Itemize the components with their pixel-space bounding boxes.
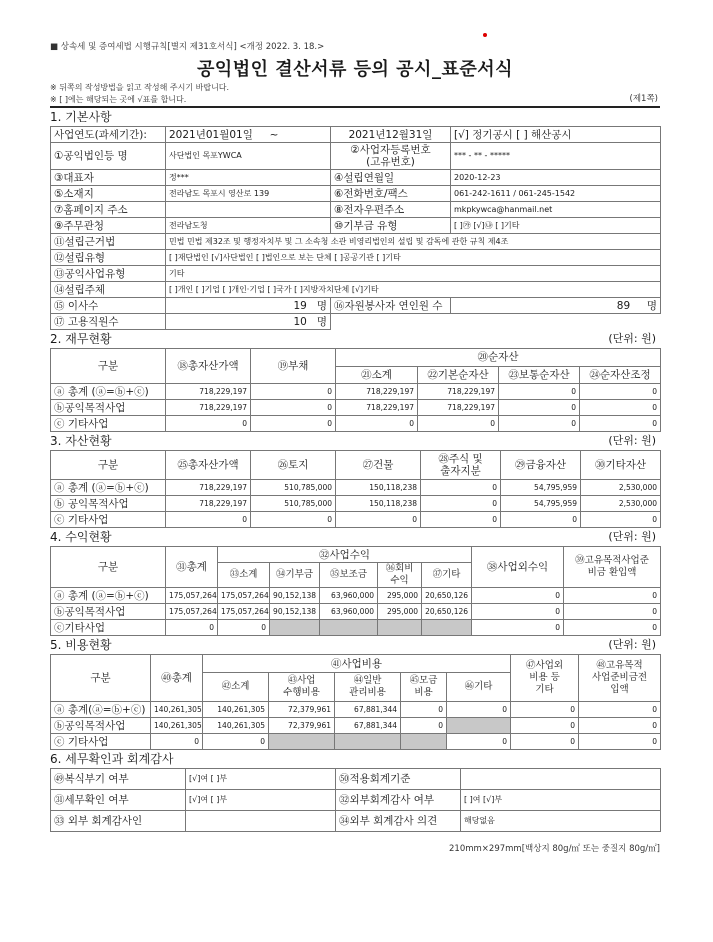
- page-number: (제1쪽): [629, 94, 658, 104]
- fin-normal-header: ㉓보통순자산: [499, 366, 580, 384]
- revenue-table: [50, 546, 661, 636]
- assets-other-header: ㉚기타자산: [581, 451, 661, 480]
- table-row: [51, 512, 661, 528]
- fin-net-assets-header: ⑳순자산: [336, 349, 661, 367]
- cell: 0: [218, 620, 270, 636]
- rev-fee-header: ㊱회비 수익: [378, 563, 422, 588]
- table-row: [51, 604, 661, 620]
- cell: 0: [579, 734, 661, 750]
- org-name-value: 사단법인 목포YWCA: [166, 143, 331, 170]
- cell: 0: [472, 620, 564, 636]
- cell: 295,000: [378, 588, 422, 604]
- cell: 150,118,238: [336, 496, 421, 512]
- cell: 0: [511, 734, 579, 750]
- rev-reserve-header: ㊴고유목적사업준 비금 환입액: [564, 547, 661, 588]
- fiscal-year-start: 2021년01월01일: [169, 128, 253, 141]
- cell: 718,229,197: [166, 400, 251, 416]
- employees-value: 10: [293, 315, 307, 328]
- audit-opinion-value: 해당없음: [461, 811, 661, 832]
- homepage-value: [166, 202, 331, 218]
- bookkeeping-value: [√]여 [ ]부: [186, 769, 336, 790]
- representative-label: ③대표자: [51, 170, 166, 186]
- cell: 175,057,264: [166, 588, 218, 604]
- cell: 20,650,126: [422, 588, 472, 604]
- cell: 67,881,344: [335, 718, 401, 734]
- row-label: ⓑ공익목적사업: [51, 718, 151, 734]
- authority-label: ⑨주무관청: [51, 218, 166, 234]
- cell: 63,960,000: [320, 588, 378, 604]
- homepage-label: ⑦홈페이지 주소: [51, 202, 166, 218]
- cell: 0: [251, 384, 336, 400]
- cell: 510,785,000: [251, 480, 336, 496]
- business-type-label: ⑬공익사업유형: [51, 266, 166, 282]
- cell: 0: [472, 588, 564, 604]
- cell: 0: [336, 512, 421, 528]
- exp-operation-header: ㊸사업 수행비용: [269, 673, 335, 702]
- cell: 718,229,197: [166, 496, 251, 512]
- cell: 0: [151, 734, 203, 750]
- cell: 0: [579, 718, 661, 734]
- address-value: 전라남도 목포시 영산로 139: [166, 186, 331, 202]
- volunteers-value: 89: [616, 299, 631, 312]
- cell: 0: [251, 400, 336, 416]
- email-value: mkpkywca@hanmail.net: [451, 202, 661, 218]
- cell: 2,530,000: [581, 480, 661, 496]
- cell: 0: [564, 588, 661, 604]
- table-row: [51, 620, 661, 636]
- cell: 140,261,305: [203, 718, 269, 734]
- cell: 718,229,197: [336, 400, 418, 416]
- expense-table: [50, 654, 661, 750]
- founded-date-value: 2020-12-23: [451, 170, 661, 186]
- fin-sum-header: ㉑소계: [336, 366, 418, 384]
- found-type-value: [ ]재단법인 [√]사단법인 [ ]법인으로 보는 단체 [ ]공공기관 [ ]기타: [166, 250, 661, 266]
- cell: 0: [581, 512, 661, 528]
- row-label: ⓐ 총계 (ⓐ=ⓑ+ⓒ): [51, 480, 166, 496]
- representative-value: 정***: [166, 170, 331, 186]
- cell: [422, 620, 472, 636]
- donation-type-value: [ ]㉮ [√]㉯ [ ]기타: [451, 218, 661, 234]
- row-label: ⓒ 기타사업: [51, 734, 151, 750]
- fiscal-year-label: 사업연도(과세기간):: [51, 127, 166, 143]
- assets-kind-header: 구분: [51, 451, 166, 480]
- section4-unit: (단위: 원): [608, 530, 656, 543]
- rev-total-header: ㉛총계: [166, 547, 218, 588]
- paper-spec: 210mm×297mm[백상지 80g/㎡ 또는 중질지 80g/㎡]: [449, 844, 660, 854]
- cell: 0: [203, 734, 269, 750]
- cell: 0: [418, 416, 499, 432]
- cell: 0: [336, 416, 418, 432]
- cell: 140,261,305: [151, 702, 203, 718]
- rev-other-header: ㊳사업외수익: [472, 547, 564, 588]
- row-label: ⓑ 공익목적사업: [51, 496, 166, 512]
- cell: 140,261,305: [203, 702, 269, 718]
- employees-unit: 명: [316, 315, 327, 328]
- row-label: ⓒ 기타사업: [51, 416, 166, 432]
- exp-fundraising-header: ㊺모금 비용: [401, 673, 447, 702]
- row-label: ⓑ공익목적사업: [51, 400, 166, 416]
- fiscal-year-end: 2021년12월31일: [331, 127, 451, 143]
- cell: 72,379,961: [269, 718, 335, 734]
- tax-check-label: ㉛세무확인 여부: [51, 790, 186, 811]
- external-audit-label: ㉜외부회계감사 여부: [336, 790, 461, 811]
- rev-subsidy-header: ㉟보조금: [320, 563, 378, 588]
- directors-unit: 명: [316, 299, 327, 312]
- exp-other-header: ㊼사업외 비용 등 기타: [511, 655, 579, 702]
- volunteers-label: ⑯자원봉사자 연인원 수: [331, 298, 451, 314]
- cell: 0: [501, 512, 581, 528]
- form-note-1: ※ 뒤쪽의 작성방법을 읽고 작성해 주시기 바랍니다.: [50, 83, 230, 92]
- cell: 0: [580, 384, 661, 400]
- directors-value: 19: [293, 299, 307, 312]
- cell: [401, 734, 447, 750]
- address-label: ⑤소재지: [51, 186, 166, 202]
- fiscal-year-tilde: ~: [269, 128, 279, 141]
- founded-date-label: ④설립연월일: [331, 170, 451, 186]
- cell: 0: [511, 718, 579, 734]
- exp-business-header: ㊶사업비용: [203, 655, 511, 673]
- accounting-std-value: [461, 769, 661, 790]
- found-type-label: ⑫설립유형: [51, 250, 166, 266]
- cell: 0: [499, 384, 580, 400]
- form-note-2: ※ [ ]에는 해당되는 곳에 √표를 합니다.: [50, 95, 187, 104]
- cell: 150,118,238: [336, 480, 421, 496]
- founder-label: ⑭설립주체: [51, 282, 166, 298]
- row-label: ⓒ기타사업: [51, 620, 166, 636]
- section3-unit: (단위: 원): [608, 434, 656, 447]
- email-label: ⑧전자우편주소: [331, 202, 451, 218]
- exp-reserve-header: ㊽고유목적 사업준비금전 입액: [579, 655, 661, 702]
- cell: 0: [511, 702, 579, 718]
- external-audit-value: [ ]여 [√]부: [461, 790, 661, 811]
- biz-reg-label: ②사업자등록번호 (고유번호): [331, 143, 451, 170]
- assets-stock-header: ㉘주식 및 출자지분: [421, 451, 501, 480]
- authority-value: 전라남도청: [166, 218, 331, 234]
- volunteers-unit: 명: [646, 299, 657, 312]
- fin-adjust-header: ㉔순자산조정: [580, 366, 661, 384]
- red-mark: [483, 33, 487, 37]
- cell: 0: [580, 416, 661, 432]
- cell: [378, 620, 422, 636]
- row-label: ⓐ 총계(ⓐ=ⓑ+ⓒ): [51, 702, 151, 718]
- cell: 140,261,305: [151, 718, 203, 734]
- exp-kind-header: 구분: [51, 655, 151, 702]
- form-title: 공익법인 결산서류 등의 공시_표준서식: [196, 59, 513, 80]
- row-label: ⓒ 기타사업: [51, 512, 166, 528]
- cell: 718,229,197: [418, 384, 499, 400]
- cell: 0: [499, 400, 580, 416]
- phone-fax-label: ⑥전화번호/팩스: [331, 186, 451, 202]
- table-row: [51, 400, 661, 416]
- row-label: ⓐ 총계 (ⓐ=ⓑ+ⓒ): [51, 384, 166, 400]
- cell: 2,530,000: [581, 496, 661, 512]
- cell: 0: [251, 512, 336, 528]
- cell: [335, 734, 401, 750]
- section5-heading: 5. 비용현황 (단위: 원): [50, 636, 660, 654]
- table-row: [51, 416, 661, 432]
- bookkeeping-label: ㊾복식부기 여부: [51, 769, 186, 790]
- disclosure-type: [√] 정기공시 [ ] 해산공시: [451, 127, 661, 143]
- exp-etc-header: ㊻기타: [447, 673, 511, 702]
- auditor-value: [186, 811, 336, 832]
- exp-total-header: ㊵총계: [151, 655, 203, 702]
- directors-label: ⑮ 이사수: [51, 298, 166, 314]
- biz-reg-value: *** - ** - *****: [451, 143, 661, 170]
- assets-financial-header: ㉙금융자산: [501, 451, 581, 480]
- form-reference: ■ 상속세 및 증여세법 시행규칙[별지 제31호서식] <개정 2022. 3. 18.>: [50, 42, 325, 52]
- auditor-label: ㉝ 외부 회계감사인: [51, 811, 186, 832]
- cell: [269, 734, 335, 750]
- cell: 0: [166, 620, 218, 636]
- cell: 718,229,197: [166, 384, 251, 400]
- cell: 54,795,959: [501, 496, 581, 512]
- cell: 175,057,264: [218, 588, 270, 604]
- cell: [270, 620, 320, 636]
- fin-basic-header: ㉒기본순자산: [418, 366, 499, 384]
- cell: 175,057,264: [166, 604, 218, 620]
- cell: 510,785,000: [251, 496, 336, 512]
- table-row: [51, 384, 661, 400]
- section2-unit: (단위: 원): [608, 332, 656, 345]
- employees-label: ⑰ 고용직원수: [51, 314, 166, 330]
- cell: 0: [580, 400, 661, 416]
- founder-value: [ ]개인 [ ]기업 [ ]개인·기업 [ ]국가 [ ]지방자치단체 [√]기타: [166, 282, 661, 298]
- cell: 0: [421, 480, 501, 496]
- cell: 67,881,344: [335, 702, 401, 718]
- cell: 718,229,197: [418, 400, 499, 416]
- cell: 0: [421, 496, 501, 512]
- donation-type-label: ⑩기부금 유형: [331, 218, 451, 234]
- section1-heading: 1. 기본사항: [50, 106, 660, 126]
- audit-table: [50, 768, 661, 832]
- cell: 72,379,961: [269, 702, 335, 718]
- table-row: [51, 718, 661, 734]
- cell: 0: [564, 620, 661, 636]
- cell: 718,229,197: [336, 384, 418, 400]
- basic-info-table: [50, 126, 661, 330]
- cell: 0: [166, 512, 251, 528]
- business-type-value: 기타: [166, 266, 661, 282]
- cell: 0: [447, 734, 511, 750]
- form-page: [50, 40, 660, 854]
- rev-sum-header: ㉝소계: [218, 563, 270, 588]
- tax-check-value: [√]여 [ ]부: [186, 790, 336, 811]
- cell: 0: [447, 702, 511, 718]
- section3-heading: 3. 자산현황 (단위: 원): [50, 432, 660, 450]
- assets-table: [50, 450, 661, 528]
- table-row: [51, 496, 661, 512]
- cell: 20,650,126: [422, 604, 472, 620]
- cell: 718,229,197: [166, 480, 251, 496]
- assets-total-header: ㉕총자산가액: [166, 451, 251, 480]
- table-row: [51, 702, 661, 718]
- basis-law-label: ⑪설립근거법: [51, 234, 166, 250]
- cell: 0: [472, 604, 564, 620]
- basis-law-value: 민법 민법 제32조 및 행정자치부 및 그 소속청 소관 비영리법인의 설립 및 감독에 관한 규칙 제4조: [166, 234, 661, 250]
- cell: [447, 718, 511, 734]
- cell: 0: [401, 702, 447, 718]
- cell: [320, 620, 378, 636]
- assets-building-header: ㉗건물: [336, 451, 421, 480]
- cell: 63,960,000: [320, 604, 378, 620]
- exp-sum-header: ㊷소계: [203, 673, 269, 702]
- cell: 0: [251, 416, 336, 432]
- section2-heading: 2. 재무현황 (단위: 원): [50, 330, 660, 348]
- audit-opinion-label: ㉞외부 회계감사 의견: [336, 811, 461, 832]
- fin-total-assets-header: ⑱총자산가액: [166, 349, 251, 384]
- cell: 0: [421, 512, 501, 528]
- org-name-label: ①공익법인등 명: [51, 143, 166, 170]
- fin-liabilities-header: ⑲부채: [251, 349, 336, 384]
- cell: 0: [579, 702, 661, 718]
- rev-business-header: ㉜사업수익: [218, 547, 472, 563]
- cell: 0: [401, 718, 447, 734]
- cell: 295,000: [378, 604, 422, 620]
- cell: 90,152,138: [270, 604, 320, 620]
- section4-heading: 4. 수익현황 (단위: 원): [50, 528, 660, 546]
- fin-kind-header: 구분: [51, 349, 166, 384]
- cell: 90,152,138: [270, 588, 320, 604]
- table-row: [51, 480, 661, 496]
- rev-etc-header: ㊲기타: [422, 563, 472, 588]
- row-label: ⓐ 총계 (ⓐ=ⓑ+ⓒ): [51, 588, 166, 604]
- cell: 54,795,959: [501, 480, 581, 496]
- cell: 0: [499, 416, 580, 432]
- rev-donation-header: ㉞기부금: [270, 563, 320, 588]
- cell: 0: [166, 416, 251, 432]
- assets-land-header: ㉖토지: [251, 451, 336, 480]
- section5-unit: (단위: 원): [608, 638, 656, 651]
- phone-fax-value: 061-242-1611 / 061-245-1542: [451, 186, 661, 202]
- table-row: [51, 734, 661, 750]
- financial-table: [50, 348, 661, 432]
- exp-admin-header: ㊹일반 관리비용: [335, 673, 401, 702]
- section6-heading: 6. 세무확인과 회계감사: [50, 752, 174, 766]
- cell: 175,057,264: [218, 604, 270, 620]
- table-row: [51, 588, 661, 604]
- row-label: ⓑ공익목적사업: [51, 604, 166, 620]
- cell: 0: [564, 604, 661, 620]
- rev-kind-header: 구분: [51, 547, 166, 588]
- accounting-std-label: ㊿적용회계기준: [336, 769, 461, 790]
